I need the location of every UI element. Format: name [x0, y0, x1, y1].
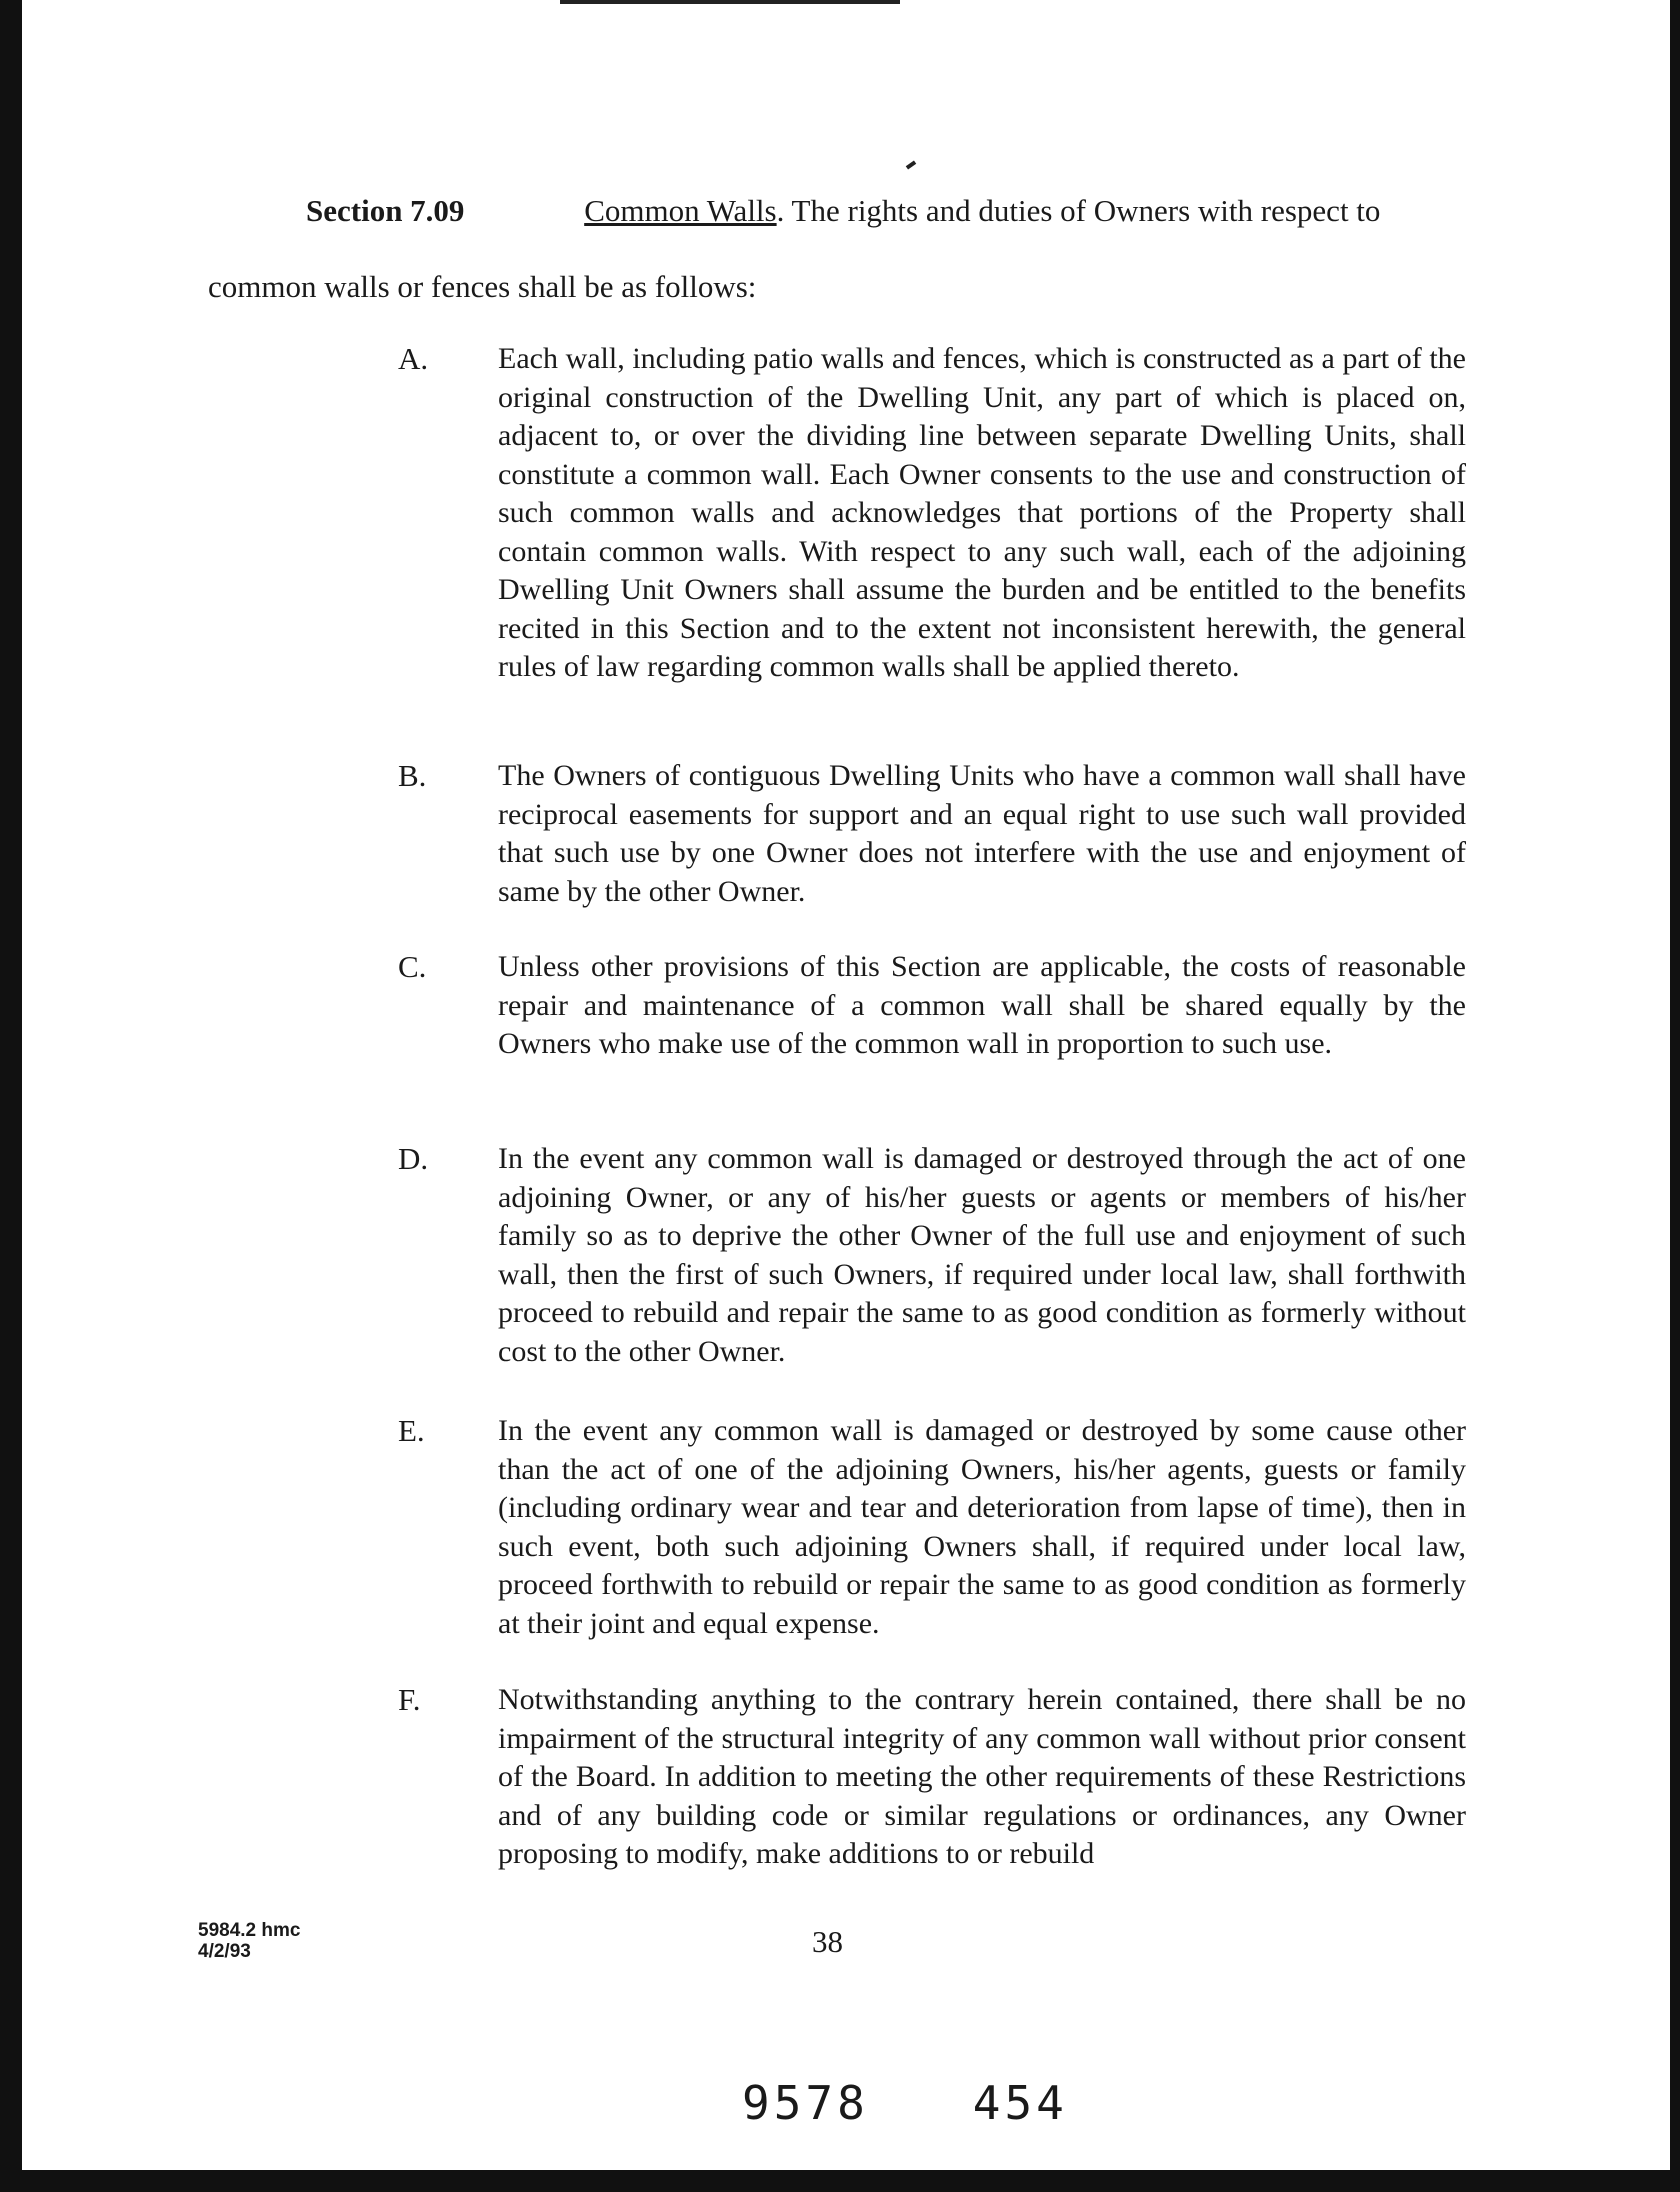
section-lead-continued: common walls or fences shall be as follows: — [208, 269, 757, 304]
clause-letter: E. — [398, 1413, 425, 1448]
section-number: Section 7.09 — [306, 193, 465, 228]
scan-border-bottom — [0, 2170, 1680, 2192]
file-reference — [198, 1920, 300, 1962]
clause-letter: C. — [398, 949, 427, 984]
page-number: 38 — [812, 1924, 843, 1959]
section-heading — [306, 188, 1468, 234]
clause-text: Each wall, including patio walls and fences, which is constructed as a part of the original construction of the Dwelling Unit, any part of which is placed on, adjacent to, or over the dividing line between separate Dwelling Units, shall constitute a common wall. Each Owner consents to the use and construction of such common walls and acknowledges that portions of the Property shall contain common walls. With respect to any such wall, each of the adjoining Dwelling Unit Owners shall assume the burden and be entitled to the benefits recited in this Section and to the extent not inconsistent herewith, the general rules of law regarding common walls shall be applied thereto. — [498, 342, 1466, 683]
clause-letter: A. — [398, 341, 429, 376]
clause-text: Notwithstanding anything to the contrary herein contained, there shall be no impairment of the structural integrity of any common wall without prior consent of the Board. In addition to meeting the other requirements of these Restrictions and of any building code or similar regulations or ordinances, any Owner proposing to modify, make additions to or rebuild — [498, 1683, 1466, 1870]
section-title: Common Walls — [584, 193, 777, 228]
section-lead-text: . The rights and duties of Owners with respect to — [776, 193, 1381, 228]
clause-letter: D. — [398, 1141, 429, 1176]
clause-text: Unless other provisions of this Section are applicable, the costs of reasonable repair and maintenance of a common wall shall be shared equally by the Owners who make use of the common wall in proportion to such use. — [498, 950, 1466, 1060]
document-stamp-number — [742, 2076, 1068, 2130]
clause-text: In the event any common wall is damaged or destroyed through the act of one adjoining Owner, or any of his/her guests or agents or members of his/her family so as to deprive the other Owner of the full use and enjoyment of such wall, then the first of such Owners, if required under local law, shall forthwith proceed to rebuild and repair the same to as good condition as formerly without cost to the other Owner. — [498, 1142, 1466, 1368]
doc-number-left: 9578 — [742, 2076, 869, 2130]
file-code: 5984.2 hmc — [198, 1920, 301, 1941]
clause-text: In the event any common wall is damaged or destroyed by some cause other than the act of one of the adjoining Owners, his/her agents, guests or family (including ordinary wear and tear and deterioration from lapse of time), then in such event, both such adjoining Owners shall, if required under local law, proceed forthwith to rebuild or repair the same to as good condition as formerly at their joint and equal expense. — [498, 1414, 1466, 1640]
scan-artifact-mark — [906, 160, 916, 169]
file-date: 4/2/93 — [198, 1941, 251, 1962]
clause-letter: F. — [398, 1682, 421, 1717]
doc-number-right: 454 — [972, 2076, 1068, 2130]
clause-letter: B. — [398, 758, 427, 793]
scan-border-right — [1670, 0, 1680, 2192]
scan-artifact-top — [560, 0, 900, 4]
scan-border-left — [0, 0, 22, 2192]
clause-text: The Owners of contiguous Dwelling Units who have a common wall shall have reciprocal easements for support and an equal right to use such wall provided that such use by one Owner does not interfere with the use and enjoyment of same by the other Owner. — [498, 759, 1466, 908]
